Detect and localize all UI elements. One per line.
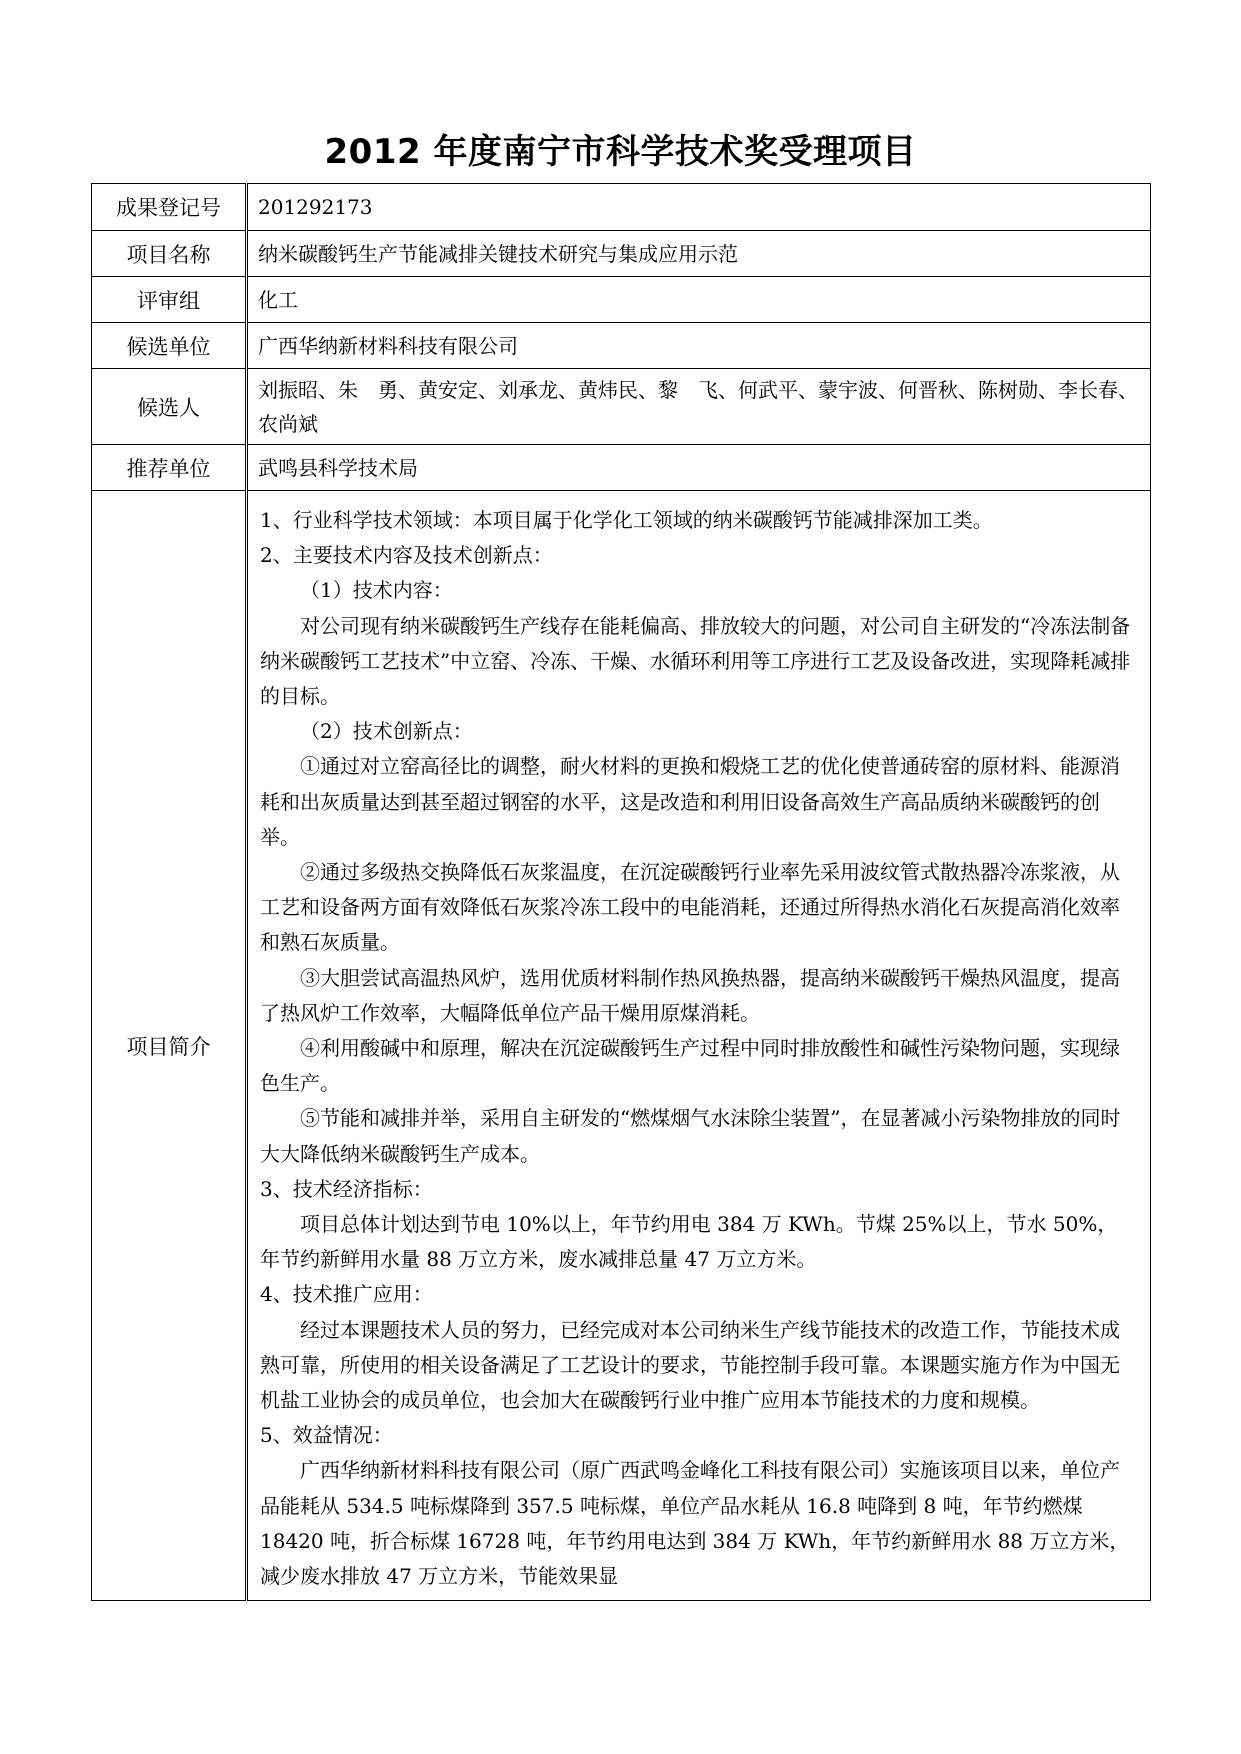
project-name-label: 项目名称 bbox=[92, 231, 247, 277]
candidates-label: 候选人 bbox=[92, 369, 247, 445]
summary-paragraph: 项目总体计划达到节电 10%以上，年节约用电 384 万 KWh。节煤 25%以上，节水 50%，年节约新鲜用水量 88 万立方米，废水减排总量 47 万立方米。 bbox=[260, 1212, 1118, 1272]
table-row bbox=[92, 369, 1151, 445]
review-group-label: 评审组 bbox=[92, 277, 247, 323]
summary-paragraph: 1、行业科学技术领域：本项目属于化学化工领域的纳米碳酸钙节能减排深加工类。 bbox=[260, 508, 993, 532]
summary-paragraph: 广西华纳新材料科技有限公司（原广西武鸣金峰化工科技有限公司）实施该项目以来，单位产品能耗从 534.5 吨标煤降到 357.5 吨标煤，单位产品水耗从 16.8 吨降到 8 吨，年节约燃煤 18420 吨，折合标煤 16728 吨，年节约用电达到 384 万 KWh，年节约新鲜用水 88 万立方米，减少废水排放 47 万立方米，节能效果显 bbox=[260, 1458, 1130, 1589]
summary-paragraph: 经过本课题技术人员的努力，已经完成对本公司纳米生产线节能技术的改造工作，节能技术成熟可靠，所使用的相关设备满足了工艺设计的要求，节能控制手段可靠。本课题实施方作为中国无机盐工业协会的成员单位，也会加大在碳酸钙行业中推广应用本节能技术的力度和规模。 bbox=[260, 1317, 1120, 1413]
summary-heading: 3、技术经济指标： bbox=[260, 1176, 433, 1201]
summary-paragraph: ①通过对立窑高径比的调整，耐火材料的更换和煅烧工艺的优化使普通砖窑的原材料、能源消耗和出灰质量达到甚至超过钢窑的水平，这是改造和利用旧设备高效生产高品质纳米碳酸钙的创举。 bbox=[260, 754, 1120, 849]
registration-no-value: 201292173 bbox=[247, 184, 1151, 231]
summary-heading: 4、技术推广应用： bbox=[260, 1282, 433, 1307]
project-summary bbox=[247, 491, 1151, 1601]
candidate-unit-label: 候选单位 bbox=[92, 323, 247, 369]
project-name-value: 纳米碳酸钙生产节能减排关键技术研究与集成应用示范 bbox=[247, 231, 1151, 277]
candidates-value: 刘振昭、朱 勇、黄安定、刘承龙、黄炜民、黎 飞、何武平、蒙宇波、何晋秋、陈树勋、李长春、农尚斌 bbox=[247, 369, 1151, 445]
summary-paragraph: ②通过多级热交换降低石灰浆温度，在沉淀碳酸钙行业率先采用波纹管式散热器冷冻浆液，从工艺和设备两方面有效降低石灰浆冷冻工段中的电能消耗，还通过所得热水消化石灰提高消化效率和熟石灰质量。 bbox=[260, 860, 1120, 955]
recommending-unit-label: 推荐单位 bbox=[92, 445, 247, 491]
candidate-unit-value: 广西华纳新材料科技有限公司 bbox=[247, 323, 1151, 369]
project-record-table bbox=[91, 183, 1151, 1601]
table-row bbox=[92, 184, 1151, 231]
summary-heading: 5、效益情况： bbox=[260, 1423, 393, 1448]
summary-subheading: （2）技术创新点： bbox=[300, 719, 473, 744]
summary-heading: 2、主要技术内容及技术创新点： bbox=[260, 543, 553, 568]
table-row bbox=[92, 277, 1151, 323]
table-row bbox=[92, 323, 1151, 369]
summary-paragraph: ⑤节能和减排并举，采用自主研发的“燃煤烟气水沫除尘装置”，在显著减小污染物排放的同时大大降低纳米碳酸钙生产成本。 bbox=[260, 1106, 1121, 1166]
registration-no-label: 成果登记号 bbox=[92, 184, 247, 231]
page-title: 2012 年度南宁市科学技术奖受理项目 bbox=[324, 132, 917, 172]
table-row bbox=[92, 445, 1151, 491]
summary-paragraph: 对公司现有纳米碳酸钙生产线存在能耗偏高、排放较大的问题，对公司自主研发的“冷冻法制备纳米碳酸钙工艺技术”中立窑、冷冻、干燥、水循环利用等工序进行工艺及设备改进，实现降耗减排的目标。 bbox=[260, 613, 1131, 709]
review-group-value: 化工 bbox=[247, 277, 1151, 323]
summary-paragraph: ③大胆尝试高温热风炉，选用优质材料制作热风换热器，提高纳米碳酸钙干燥热风温度，提高了热风炉工作效率，大幅降低单位产品干燥用原煤消耗。 bbox=[260, 965, 1120, 1025]
recommending-unit-value: 武鸣县科学技术局 bbox=[247, 445, 1151, 491]
summary-label: 项目简介 bbox=[92, 491, 247, 1601]
summary-subheading: （1）技术内容： bbox=[300, 578, 453, 603]
summary-paragraph: ④利用酸碱中和原理，解决在沉淀碳酸钙生产过程中同时排放酸性和碱性污染物问题，实现绿色生产。 bbox=[260, 1036, 1120, 1096]
table-row bbox=[92, 231, 1151, 277]
table-row bbox=[92, 491, 1151, 1601]
